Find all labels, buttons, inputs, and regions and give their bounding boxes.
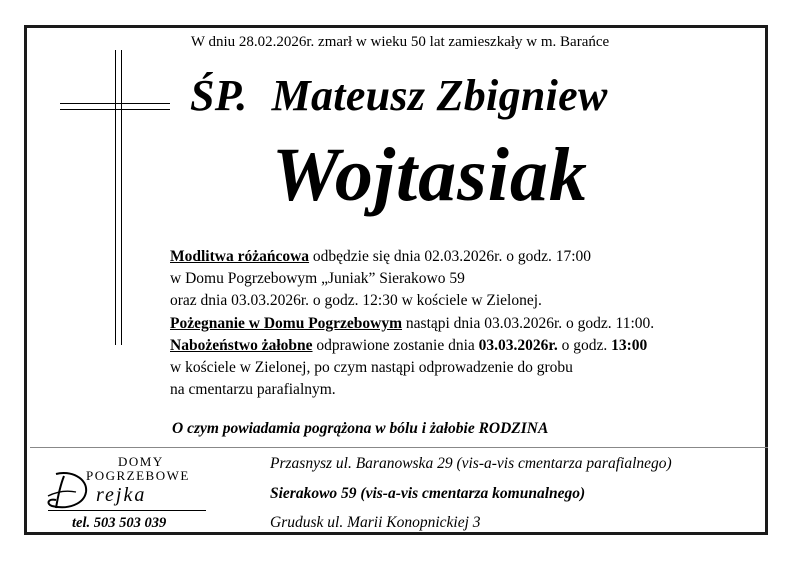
family-closing: O czym powiadamia pogrążona w bólu i żałobie RODZINA <box>172 420 549 437</box>
procession-line: w kościele w Zielonej, po czym nastąpi odprowadzenie do grobu <box>170 359 573 377</box>
first-names: Mateusz Zbigniew <box>271 71 608 120</box>
address-przasnysz: Przasnysz ul. Baranowska 29 (vis-a-vis cmentarza parafialnego) <box>270 455 672 472</box>
logo-name: rejka <box>96 484 147 506</box>
mass-text-a: odprawione zostanie dnia <box>312 336 479 354</box>
deceased-first-names <box>190 70 608 121</box>
second-rosary-line: oraz dnia 03.03.2026r. o godz. 12:30 w kościele w Zielonej. <box>170 292 542 310</box>
deceased-surname: Wojtasiak <box>272 133 588 217</box>
venue-line: w Domu Pogrzebowym „Juniak” Sierakowo 59 <box>170 270 465 288</box>
logo-script-d-icon <box>42 466 96 514</box>
farewell-text: nastąpi dnia 03.03.2026r. o godz. 11:00. <box>402 314 655 332</box>
mass-date: 03.03.2026r. <box>478 336 558 354</box>
mass-line <box>170 335 654 357</box>
mass-time: 13:00 <box>611 336 648 354</box>
death-intro: W dniu 28.02.2026r. zmarł w wieku 50 lat zamieszkały w m. Barańce <box>190 34 610 50</box>
address-grudusk: Grudusk ul. Marii Konopnickiej 3 <box>270 514 481 531</box>
name-prefix: ŚP. <box>190 71 248 120</box>
ceremony-details <box>170 246 654 401</box>
logo-line2: POGRZEBOWE <box>86 468 190 483</box>
farewell-label: Pożegnanie w Domu Pogrzebowym <box>170 314 403 332</box>
logo-line1: DOMY <box>118 454 164 469</box>
farewell-line <box>170 313 654 335</box>
logo-underline <box>48 510 206 511</box>
mass-text-b: o godz. <box>557 336 612 354</box>
cemetery-line: na cmentarzu parafialnym. <box>170 381 336 399</box>
rosary-label: Modlitwa różańcowa <box>170 248 310 265</box>
rosary-line <box>170 246 654 268</box>
mass-label: Nabożeństwo żałobne <box>170 336 313 354</box>
footer-divider <box>30 447 768 448</box>
phone-number: tel. 503 503 039 <box>72 515 167 531</box>
rosary-text: odbędzie się dnia 02.03.2026r. o godz. 17:00 <box>309 248 592 265</box>
address-sierakowo: Sierakowo 59 (vis-a-vis cmentarza komunalnego) <box>270 485 586 502</box>
